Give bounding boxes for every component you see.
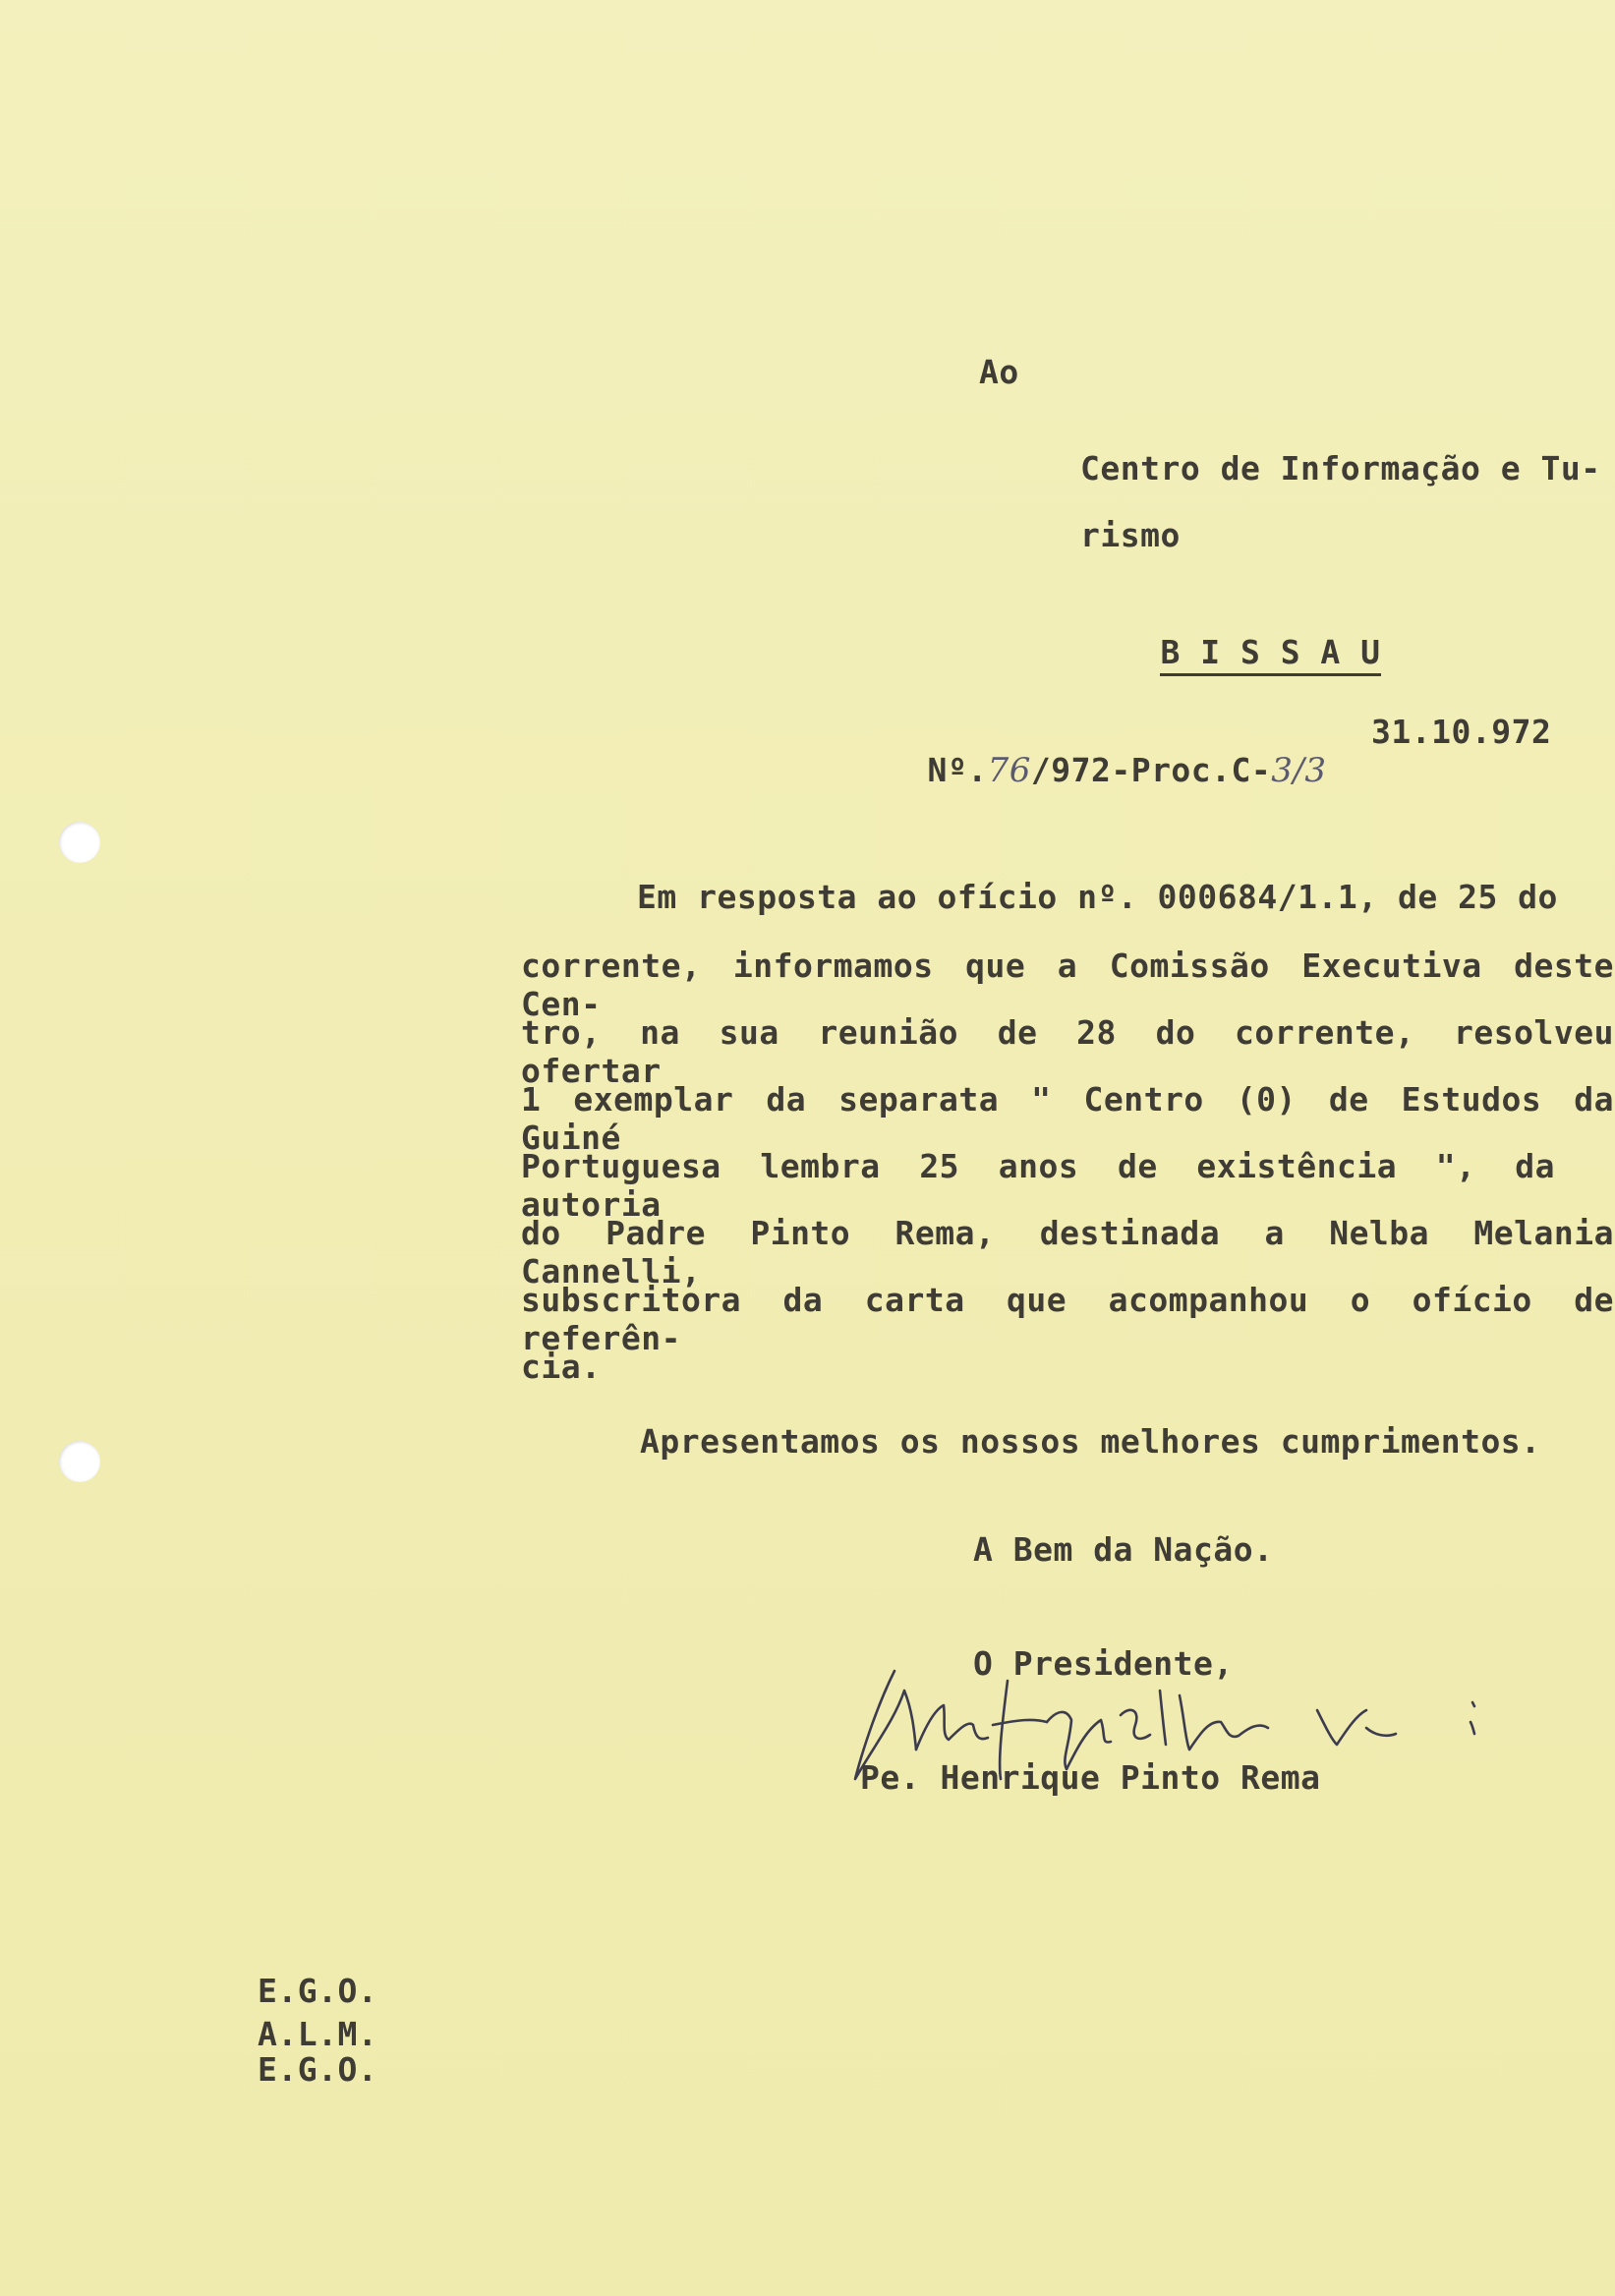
closing: Apresentamos os nossos melhores cumprimentos. [640, 1422, 1541, 1461]
body-line: subscritora da carta que acompanhou o ofício de referên- [521, 1281, 1614, 1357]
signatory-title: O Presidente, [973, 1644, 1234, 1683]
body-line: cia. [521, 1348, 602, 1386]
reference-line [847, 713, 1327, 829]
initials-line: E.G.O. [258, 1972, 378, 2010]
salutation: Ao [979, 353, 1019, 391]
reference-handwritten-number: 76 [987, 751, 1031, 790]
signatory-name: Pe. Henrique Pinto Rema [860, 1758, 1321, 1797]
body-line: tro, na sua reunião de 28 do corrente, resolveu ofertar [521, 1013, 1614, 1090]
punch-hole-bottom [59, 1441, 100, 1482]
recipient-line-1: Centro de Informação e Tu- [1080, 449, 1601, 488]
body-line: do Padre Pinto Rema, destinada a Nelba Melania Cannelli, [521, 1214, 1614, 1291]
body-line: Portuguesa lembra 25 anos de existência ", da autoria [521, 1147, 1555, 1224]
punch-hole-top [59, 822, 100, 863]
recipient-city [1080, 595, 1381, 710]
reference-middle: /972-Proc.C- [1030, 751, 1272, 789]
reference-handwritten-file: 3/3 [1271, 751, 1327, 790]
body-line: Em resposta ao ofício nº. 000684/1.1, de 25 do [637, 878, 1558, 916]
body-line: 1 exemplar da separata " Centro (0) de Estudos da Guiné [521, 1080, 1614, 1157]
initials-line: E.G.O. [258, 2050, 378, 2089]
initials-line: A.L.M. [258, 2015, 378, 2053]
recipient-city-text: B I S S A U [1160, 633, 1380, 676]
recipient-line-2: rismo [1080, 516, 1181, 554]
motto: A Bem da Nação. [973, 1530, 1274, 1569]
reference-prefix: Nº. [927, 751, 988, 789]
letter-date: 31.10.972 [1371, 713, 1552, 751]
body-line: corrente, informamos que a Comissão Executiva deste Cen- [521, 947, 1614, 1023]
